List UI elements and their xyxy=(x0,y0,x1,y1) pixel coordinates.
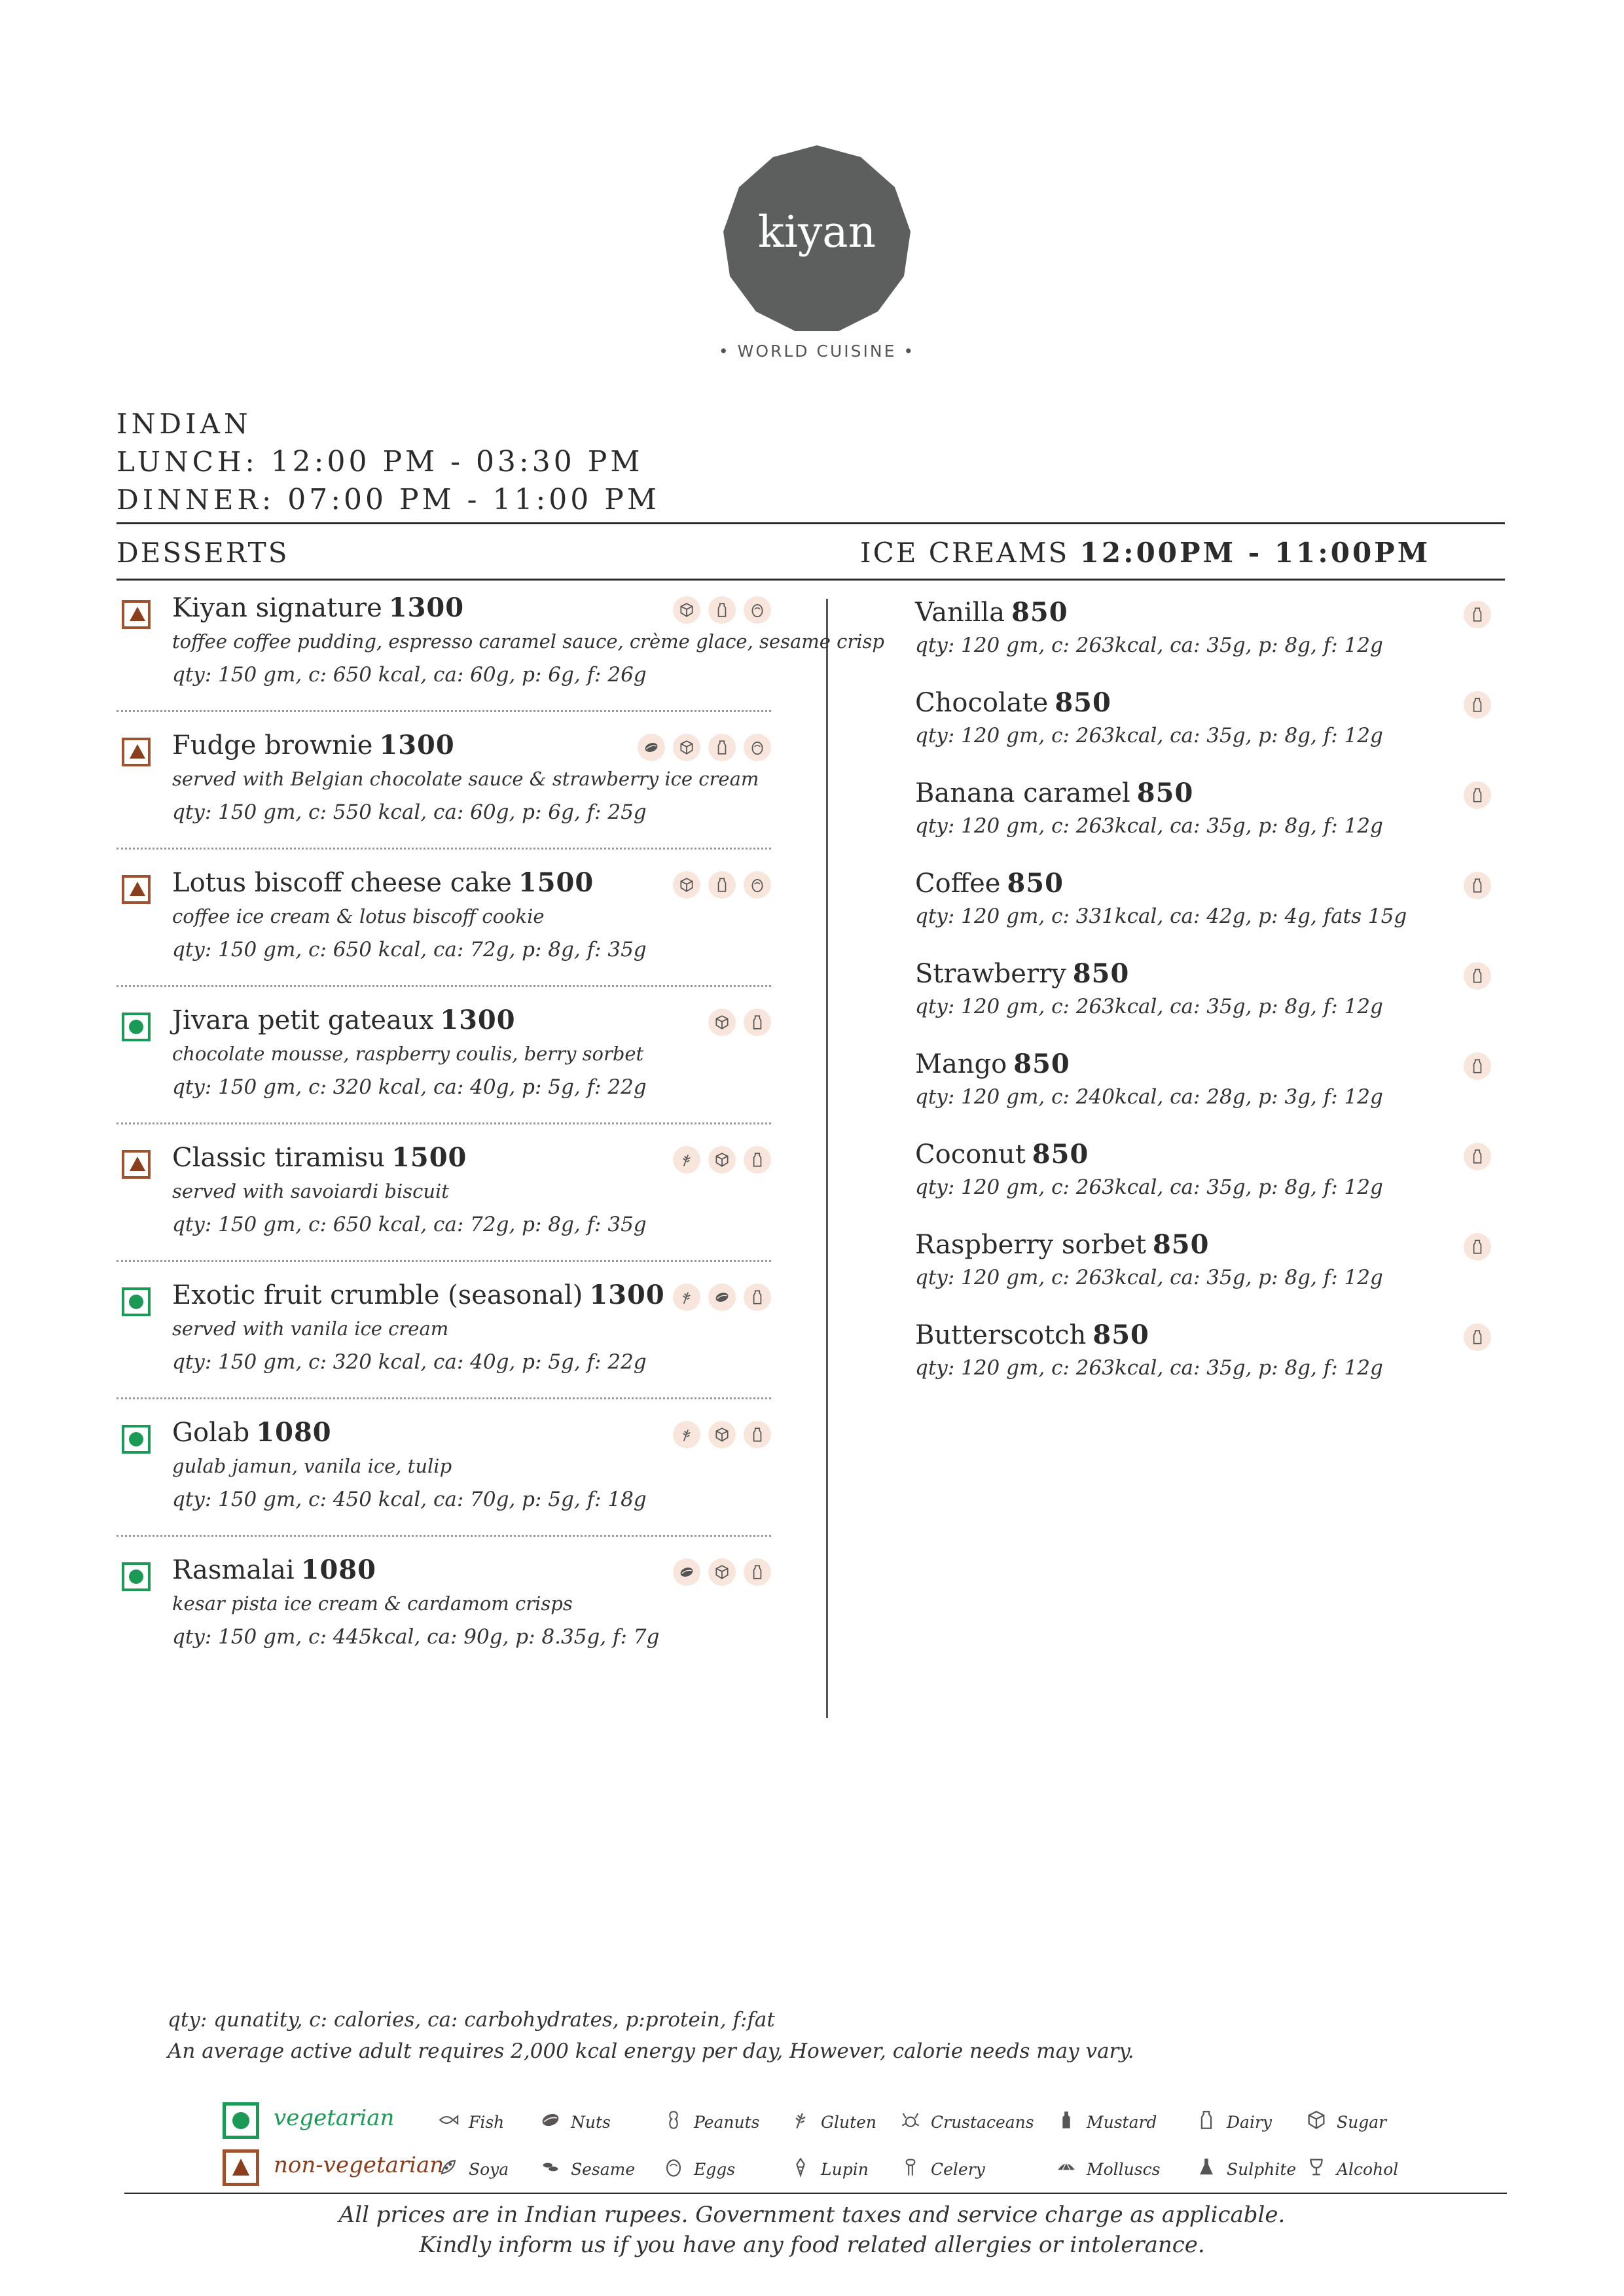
dairy-icon xyxy=(744,1558,771,1586)
ice-cream-name xyxy=(915,958,1491,989)
allergen-legend-item xyxy=(789,2156,869,2182)
dairy-icon-glyph xyxy=(1469,1238,1486,1255)
nuts-icon xyxy=(638,734,665,761)
allergen-label: Lupin xyxy=(821,2159,869,2179)
dairy-icon xyxy=(708,871,736,899)
dessert-item xyxy=(117,1554,771,1666)
gluten-icon-glyph xyxy=(789,2109,812,2131)
dinner-hours: DINNER: 07:00 PM - 11:00 PM xyxy=(117,483,660,516)
item-separator xyxy=(117,1122,771,1124)
ice-cream-price: 850 xyxy=(1007,868,1064,899)
calorie-note: An average active adult requires 2,000 kcal energy per day, However, calorie needs may vary. xyxy=(168,2039,1134,2063)
allergen-label: Molluscs xyxy=(1087,2159,1161,2179)
nonveg-mark xyxy=(122,738,151,766)
dessert-item xyxy=(117,1142,771,1253)
ice-cream-name xyxy=(915,1049,1491,1079)
crustaceans-icon xyxy=(899,2109,922,2135)
allergen-legend-item xyxy=(899,2156,985,2182)
dessert-price: 1300 xyxy=(388,592,465,623)
veg-legend-label: vegetarian xyxy=(274,2105,395,2131)
ice-cream-title: Raspberry sorbet xyxy=(915,1230,1146,1260)
dessert-item xyxy=(117,592,884,704)
eggs-icon-glyph xyxy=(662,2156,685,2178)
allergen-legend-item xyxy=(1055,2156,1160,2182)
dessert-price: 1500 xyxy=(391,1142,467,1173)
allergen-icons xyxy=(673,1283,771,1311)
sugar-icon-glyph xyxy=(713,1014,731,1031)
ice-creams-title: ICE CREAMS 12:00PM - 11:00PM xyxy=(860,537,1431,569)
sugar-icon xyxy=(673,596,700,624)
eggs-icon xyxy=(744,871,771,899)
ice-cream-title: Coffee xyxy=(915,869,1001,899)
allergen-icons xyxy=(1464,962,1491,990)
nonveg-legend-mark xyxy=(223,2149,259,2186)
gluten-icon xyxy=(789,2109,812,2135)
dairy-icon xyxy=(744,1283,771,1311)
dessert-item xyxy=(117,1280,771,1391)
svg-text:kiyan: kiyan xyxy=(757,207,876,257)
allergen-legend-item xyxy=(437,2109,504,2135)
gluten-icon-glyph xyxy=(678,1426,695,1443)
ice-cream-name xyxy=(915,597,1491,628)
allergen-legend-item xyxy=(662,2156,735,2182)
allergen-icons xyxy=(673,596,771,624)
allergen-legend-item xyxy=(539,2156,635,2182)
item-separator xyxy=(117,848,771,850)
fish-icon-glyph xyxy=(437,2109,460,2131)
dairy-icon-glyph xyxy=(749,1564,766,1581)
alcohol-icon-glyph xyxy=(1305,2156,1327,2178)
dairy-icon-glyph xyxy=(1469,1329,1486,1346)
ice-cream-price: 850 xyxy=(1055,687,1111,718)
dairy-icon-glyph xyxy=(1195,2109,1218,2131)
gluten-icon xyxy=(673,1146,700,1174)
sugar-icon-glyph xyxy=(678,876,695,893)
prices-disclaimer: All prices are in Indian rupees. Government taxes and service charge as applicable. xyxy=(338,2202,1286,2228)
nonveg-mark xyxy=(122,1150,151,1179)
dessert-description: kesar pista ice cream & cardamom crisps xyxy=(172,1592,573,1615)
dessert-nutrition: qty: 150 gm, c: 320 kcal, ca: 40g, p: 5g, f: 22g xyxy=(172,1075,647,1099)
gluten-icon xyxy=(673,1421,700,1448)
allergen-icons xyxy=(708,1009,771,1036)
sulphite-icon-glyph xyxy=(1195,2156,1218,2178)
ice-cream-title: Coconut xyxy=(915,1139,1026,1170)
dairy-icon xyxy=(1464,1143,1491,1170)
dessert-nutrition: qty: 150 gm, c: 320 kcal, ca: 40g, p: 5g, f: 22g xyxy=(172,1350,647,1374)
dessert-item xyxy=(117,1005,771,1116)
allergen-label: Dairy xyxy=(1227,2112,1272,2132)
nonveg-mark xyxy=(122,875,151,904)
ice-cream-nutrition: qty: 120 gm, c: 331kcal, ca: 42g, p: 4g, fats 15g xyxy=(915,905,1407,928)
eggs-icon-glyph xyxy=(749,876,766,893)
ice-cream-title: Mango xyxy=(915,1049,1007,1079)
dairy-icon-glyph xyxy=(1469,606,1486,623)
dessert-name xyxy=(172,1554,376,1585)
allergen-label: Mustard xyxy=(1087,2112,1157,2132)
dairy-icon-glyph xyxy=(1469,1148,1486,1165)
ice-cream-nutrition: qty: 120 gm, c: 263kcal, ca: 35g, p: 8g, f: 12g xyxy=(915,724,1383,747)
fish-icon xyxy=(437,2109,460,2135)
dessert-item xyxy=(117,730,771,841)
allergen-label: Sulphite xyxy=(1227,2159,1297,2179)
dairy-icon xyxy=(1464,1233,1491,1261)
dairy-icon xyxy=(1464,1052,1491,1080)
veg-mark xyxy=(122,1562,151,1591)
item-separator xyxy=(117,1260,771,1262)
allergen-label: Peanuts xyxy=(694,2112,760,2132)
sugar-icon xyxy=(673,734,700,761)
allergen-icons xyxy=(673,1146,771,1174)
dairy-icon-glyph xyxy=(1469,877,1486,894)
dessert-name xyxy=(172,1005,516,1035)
dessert-nutrition: qty: 150 gm, c: 650 kcal, ca: 72g, p: 8g, f: 35g xyxy=(172,938,647,961)
dessert-description: coffee ice cream & lotus biscoff cookie xyxy=(172,905,545,927)
allergen-icons xyxy=(673,871,771,899)
dairy-icon-glyph xyxy=(749,1426,766,1443)
veg-mark xyxy=(122,1287,151,1316)
dairy-icon-glyph xyxy=(713,601,731,619)
ice-cream-item xyxy=(915,1319,1491,1391)
dessert-name xyxy=(172,592,464,623)
allergen-legend-item xyxy=(1195,2156,1296,2182)
dairy-icon-glyph xyxy=(1469,967,1486,984)
celery-icon-glyph xyxy=(899,2156,922,2178)
ice-cream-nutrition: qty: 120 gm, c: 263kcal, ca: 35g, p: 8g, f: 12g xyxy=(915,995,1383,1018)
dessert-title: Golab xyxy=(172,1418,250,1448)
sugar-icon xyxy=(708,1558,736,1586)
ice-cream-name xyxy=(915,1139,1491,1170)
ice-cream-item xyxy=(915,868,1491,940)
allergen-legend-item xyxy=(899,2109,1034,2135)
allergen-icons xyxy=(673,1421,771,1448)
dairy-icon xyxy=(744,1421,771,1448)
crustaceans-icon-glyph xyxy=(899,2109,922,2131)
ice-cream-name xyxy=(915,868,1491,899)
sugar-icon xyxy=(708,1146,736,1174)
section-rule xyxy=(117,579,1505,581)
eggs-icon xyxy=(662,2156,685,2182)
dessert-nutrition: qty: 150 gm, c: 550 kcal, ca: 60g, p: 6g, f: 25g xyxy=(172,800,647,824)
dairy-icon xyxy=(1464,601,1491,628)
gluten-icon xyxy=(673,1283,700,1311)
dessert-name xyxy=(172,730,455,761)
allergen-label: Gluten xyxy=(821,2112,877,2132)
eggs-icon-glyph xyxy=(749,739,766,756)
sugar-icon-glyph xyxy=(713,1426,731,1443)
allergen-icons xyxy=(1464,601,1491,628)
dessert-title: Classic tiramisu xyxy=(172,1143,386,1173)
dessert-description: served with Belgian chocolate sauce & strawberry ice cream xyxy=(172,768,759,790)
mustard-icon-glyph xyxy=(1055,2109,1077,2131)
ice-cream-item xyxy=(915,1139,1491,1211)
nuts-icon xyxy=(539,2109,562,2135)
allergen-legend-item xyxy=(1305,2109,1386,2135)
dessert-title: Fudge brownie xyxy=(172,730,373,761)
sugar-icon-glyph xyxy=(713,1564,731,1581)
ice-cream-item xyxy=(915,958,1491,1030)
dessert-price: 1080 xyxy=(300,1554,376,1585)
dessert-description: served with vanila ice cream xyxy=(172,1318,449,1340)
ice-cream-price: 850 xyxy=(1092,1319,1149,1350)
dessert-description: chocolate mousse, raspberry coulis, berry sorbet xyxy=(172,1043,644,1065)
dessert-price: 1300 xyxy=(589,1280,665,1310)
ice-cream-nutrition: qty: 120 gm, c: 240kcal, ca: 28g, p: 3g, f: 12g xyxy=(915,1085,1383,1109)
ice-cream-nutrition: qty: 120 gm, c: 263kcal, ca: 35g, p: 8g, f: 12g xyxy=(915,1266,1383,1289)
dairy-icon-glyph xyxy=(749,1289,766,1306)
allergen-icons xyxy=(1464,1323,1491,1351)
dessert-nutrition: qty: 150 gm, c: 650 kcal, ca: 60g, p: 6g, f: 26g xyxy=(172,663,647,687)
dairy-icon-glyph xyxy=(1469,1058,1486,1075)
ice-cream-price: 850 xyxy=(1032,1139,1089,1170)
dessert-nutrition: qty: 150 gm, c: 650 kcal, ca: 72g, p: 8g, f: 35g xyxy=(172,1213,647,1236)
ice-cream-name xyxy=(915,778,1491,808)
lupin-icon xyxy=(789,2156,812,2182)
dairy-icon xyxy=(1464,781,1491,809)
dessert-description: toffee coffee pudding, espresso caramel sauce, crème glace, sesame crisp xyxy=(172,630,884,653)
mustard-icon xyxy=(1055,2109,1077,2135)
sugar-icon xyxy=(673,871,700,899)
ice-cream-title: Vanilla xyxy=(915,598,1005,628)
allergen-label: Fish xyxy=(469,2112,505,2132)
desserts-title: DESSERTS xyxy=(117,537,289,569)
allergen-label: Soya xyxy=(469,2159,509,2179)
allergen-legend-item xyxy=(662,2109,759,2135)
allergen-label: Eggs xyxy=(694,2159,736,2179)
dairy-icon xyxy=(744,1009,771,1036)
ice-cream-title: Strawberry xyxy=(915,959,1066,989)
dairy-icon xyxy=(744,1146,771,1174)
allergen-label: Sugar xyxy=(1337,2112,1387,2132)
nuts-icon-glyph xyxy=(713,1289,731,1306)
dessert-description: served with savoiardi biscuit xyxy=(172,1180,449,1202)
ice-cream-nutrition: qty: 120 gm, c: 263kcal, ca: 35g, p: 8g, f: 12g xyxy=(915,1175,1383,1199)
veg-mark xyxy=(122,1013,151,1041)
ice-cream-price: 850 xyxy=(1136,778,1194,808)
ice-cream-item xyxy=(915,1049,1491,1121)
allergen-legend-item xyxy=(1055,2109,1157,2135)
dessert-nutrition: qty: 150 gm, c: 445kcal, ca: 90g, p: 8.35g, f: 7g xyxy=(172,1625,660,1649)
allergen-legend-item xyxy=(437,2156,509,2182)
soya-icon-glyph xyxy=(437,2156,460,2178)
soya-icon xyxy=(437,2156,460,2182)
sugar-icon xyxy=(708,1421,736,1448)
lunch-hours: LUNCH: 12:00 PM - 03:30 PM xyxy=(117,445,643,478)
allergen-icons xyxy=(1464,1233,1491,1261)
allergen-label: Nuts xyxy=(571,2112,611,2132)
allergy-disclaimer: Kindly inform us if you have any food related allergies or intolerance. xyxy=(419,2232,1205,2258)
allergen-legend-item xyxy=(1305,2156,1398,2182)
dairy-icon xyxy=(1464,1323,1491,1351)
allergen-legend-item xyxy=(789,2109,876,2135)
sesame-icon-glyph xyxy=(539,2156,562,2178)
lupin-icon-glyph xyxy=(789,2156,812,2178)
gluten-icon-glyph xyxy=(678,1289,695,1306)
dairy-icon xyxy=(1464,962,1491,990)
allergen-label: Sesame xyxy=(571,2159,636,2179)
nonveg-mark xyxy=(122,600,151,629)
ice-cream-title: Chocolate xyxy=(915,688,1049,718)
allergen-legend-item xyxy=(539,2109,611,2135)
allergen-icons xyxy=(673,1558,771,1586)
dairy-icon-glyph xyxy=(749,1151,766,1168)
dairy-icon xyxy=(1195,2109,1218,2135)
dessert-price: 1500 xyxy=(518,867,594,898)
item-separator xyxy=(117,1535,771,1537)
gluten-icon-glyph xyxy=(678,1151,695,1168)
allergen-icons xyxy=(1464,1052,1491,1080)
veg-legend-mark xyxy=(223,2102,259,2139)
nuts-icon xyxy=(708,1283,736,1311)
allergen-legend-item xyxy=(1195,2109,1272,2135)
ice-cream-price: 850 xyxy=(1013,1049,1070,1079)
dessert-name xyxy=(172,1417,332,1448)
ice-cream-nutrition: qty: 120 gm, c: 263kcal, ca: 35g, p: 8g, f: 12g xyxy=(915,1356,1383,1380)
dairy-icon-glyph xyxy=(1469,696,1486,713)
abbreviation-note: qty: qunatity, c: calories, ca: carbohydrates, p:protein, f:fat xyxy=(168,2008,775,2032)
dessert-nutrition: qty: 150 gm, c: 450 kcal, ca: 70g, p: 5g, f: 18g xyxy=(172,1488,647,1511)
dairy-icon xyxy=(1464,872,1491,899)
sesame-icon xyxy=(539,2156,562,2182)
sugar-icon-glyph xyxy=(1305,2109,1327,2131)
ice-cream-name xyxy=(915,687,1491,718)
nuts-icon-glyph xyxy=(643,739,660,756)
dairy-icon xyxy=(708,596,736,624)
dairy-icon-glyph xyxy=(713,876,731,893)
allergen-icons xyxy=(1464,691,1491,719)
dessert-name xyxy=(172,1280,665,1310)
dessert-description: gulab jamun, vanila ice, tulip xyxy=(172,1455,452,1477)
alcohol-icon xyxy=(1305,2156,1327,2182)
dessert-price: 1080 xyxy=(256,1417,332,1448)
footer-rule xyxy=(124,2193,1507,2194)
veg-mark xyxy=(122,1425,151,1454)
sugar-icon xyxy=(1305,2109,1327,2135)
allergen-label: Crustaceans xyxy=(931,2112,1034,2132)
allergen-icons xyxy=(638,734,771,761)
item-separator xyxy=(117,1397,771,1399)
ice-cream-name xyxy=(915,1229,1491,1260)
peanuts-icon-glyph xyxy=(662,2109,685,2131)
dessert-price: 1300 xyxy=(440,1005,516,1035)
logo-tagline: • WORLD CUISINE • xyxy=(718,342,916,361)
molluscs-icon-glyph xyxy=(1055,2156,1077,2178)
sugar-icon-glyph xyxy=(713,1151,731,1168)
item-separator xyxy=(117,710,771,712)
dessert-name xyxy=(172,867,594,898)
dessert-title: Jivara petit gateaux xyxy=(172,1005,434,1035)
peanuts-icon xyxy=(662,2109,685,2135)
dessert-title: Lotus biscoff cheese cake xyxy=(172,868,512,898)
ice-cream-item xyxy=(915,687,1491,759)
sulphite-icon xyxy=(1195,2156,1218,2182)
ice-cream-nutrition: qty: 120 gm, c: 263kcal, ca: 35g, p: 8g, f: 12g xyxy=(915,634,1383,657)
dessert-title: Rasmalai xyxy=(172,1555,295,1585)
item-separator xyxy=(117,985,771,987)
allergen-label: Alcohol xyxy=(1337,2159,1399,2179)
nuts-icon-glyph xyxy=(678,1564,695,1581)
eggs-icon-glyph xyxy=(749,601,766,619)
dessert-title: Kiyan signature xyxy=(172,593,382,623)
allergen-icons xyxy=(1464,781,1491,809)
celery-icon xyxy=(899,2156,922,2182)
dessert-price: 1300 xyxy=(379,730,455,761)
dairy-icon-glyph xyxy=(713,739,731,756)
eggs-icon xyxy=(744,734,771,761)
ice-cream-price: 850 xyxy=(1011,597,1068,628)
kiyan-logo xyxy=(723,145,911,332)
allergen-label: Celery xyxy=(931,2159,985,2179)
ice-cream-price: 850 xyxy=(1072,958,1130,989)
dairy-icon xyxy=(708,734,736,761)
allergen-icons xyxy=(1464,1143,1491,1170)
column-divider xyxy=(826,599,828,1718)
nuts-icon-glyph xyxy=(539,2109,562,2131)
ice-cream-item xyxy=(915,778,1491,850)
nuts-icon xyxy=(673,1558,700,1586)
ice-cream-price: 850 xyxy=(1152,1229,1210,1260)
cuisine-heading: INDIAN xyxy=(117,408,252,440)
allergen-icons xyxy=(1464,872,1491,899)
sugar-icon-glyph xyxy=(678,739,695,756)
dairy-icon-glyph xyxy=(1469,787,1486,804)
dessert-item xyxy=(117,1417,771,1528)
dairy-icon-glyph xyxy=(749,1014,766,1031)
dessert-item xyxy=(117,867,771,978)
eggs-icon xyxy=(744,596,771,624)
ice-cream-title: Banana caramel xyxy=(915,778,1130,808)
ice-cream-nutrition: qty: 120 gm, c: 263kcal, ca: 35g, p: 8g, f: 12g xyxy=(915,814,1383,838)
ice-cream-item xyxy=(915,597,1491,669)
dessert-name xyxy=(172,1142,467,1173)
dessert-title: Exotic fruit crumble (seasonal) xyxy=(172,1280,583,1310)
molluscs-icon xyxy=(1055,2156,1077,2182)
ice-cream-title: Butterscotch xyxy=(915,1320,1087,1350)
ice-cream-item xyxy=(915,1229,1491,1301)
ice-cream-name xyxy=(915,1319,1491,1350)
header-rule xyxy=(117,522,1505,524)
dairy-icon xyxy=(1464,691,1491,719)
sugar-icon-glyph xyxy=(678,601,695,619)
nonveg-legend-label: non-vegetarian xyxy=(274,2152,444,2178)
sugar-icon xyxy=(708,1009,736,1036)
